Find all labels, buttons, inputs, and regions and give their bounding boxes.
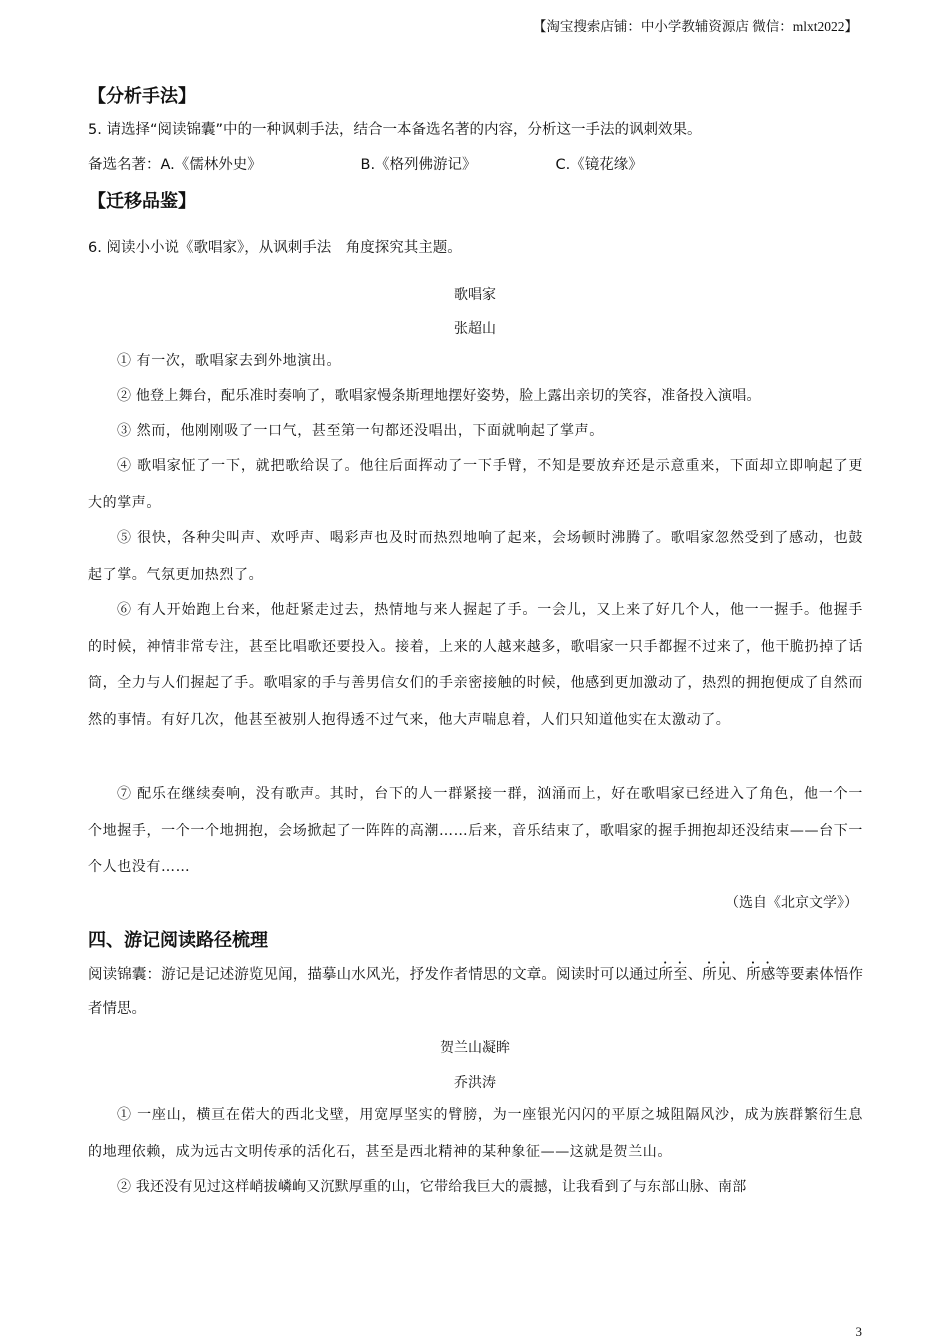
option-b: B.《格列佛游记》 [360,157,477,173]
story1-source: （选自《北京文学》） [725,895,858,911]
heading-analysis: 【分析手法】 [88,86,196,107]
story2-title: 贺兰山凝眸 [440,1040,510,1056]
guide-dot-suozhi: 所至 [658,967,688,983]
header-watermark: 【淘宝搜索店铺：中小学教辅资源店 微信：mlxt2022】 [532,19,858,34]
story1-paragraph-3: ③ 然而，他刚刚吸了一口气，甚至第一句都还没唱出，下面就响起了掌声。 [117,423,604,439]
guide-text-a: 阅读锦囊：游记是记述游览见闻，描摹山水风光，抒发作者情思的文章。阅读时可以通过 [88,967,659,983]
heading-section-4: 四、游记阅读路径梳理 [88,930,268,951]
guide-text-b: 等要素体悟作者情思。 [88,967,863,1017]
story1-author: 张超山 [454,321,496,337]
story1-paragraph-1: ① 有一次，歌唱家去到外地演出。 [117,353,342,369]
book-options [88,153,643,174]
option-a: A.《儒林外史》 [160,157,262,173]
story1-paragraph-7: ⑦ 配乐在继续奏响，没有歌声。其时，台下的人一群紧接一群，汹涌而上，好在歌唱家已经进入了角色，他一个一个地握手，一个一个地拥抱，会场掀起了一阵阵的高潮……后来，音乐结束了，歌唱家的握手拥抱却还没结束——台下一个人也没有…… [88,786,863,876]
page-number: 3 [855,1324,862,1339]
story1-paragraph-4: ④ 歌唱家怔了一下，就把歌给误了。他往后面挥动了一下手臂，不知是要放弃还是示意重来，下面却立即响起了更大的掌声。 [88,458,863,511]
guide-dot-suojian: 所见 [702,967,732,983]
question-5: 5. 请选择“阅读锦囊”中的一种讽刺手法，结合一本备选名著的内容，分析这一手法的讽刺效果。 [88,122,702,138]
story1-paragraph-2: ② 他登上舞台，配乐准时奏响了，歌唱家慢条斯理地摆好姿势，脸上露出亲切的笑容，准备投入演唱。 [117,388,761,404]
story2-paragraph-2: ② 我还没有见过这样峭拔嶙峋又沉默厚重的山，它带给我巨大的震撼，让我看到了与东部山脉、南部 [117,1179,747,1195]
story1-paragraph-6: ⑥ 有人开始跑上台来，他赶紧走过去，热情地与来人握起了手。一会儿，又上来了好几个人，他一一握手。他握手的时候，神情非常专注，甚至比唱歌还要投入。接着，上来的人越来越多，歌唱家一只手都握不过来了，他干脆扔掉了话筒，全力与人们握起了手。歌唱家的手与善男信女们的手亲密接触的时候，他感到更加激动了，热烈的拥抱便成了自然而然的事情。有好几次，他甚至被别人抱得透不过气来，他大声喘息着，人们只知道他实在太激动了。 [88,602,863,728]
story2-paragraph-1: ① 一座山，横亘在偌大的西北戈壁，用宽厚坚实的臂膀，为一座银光闪闪的平原之城阻隔风沙，成为族群繁衍生息的地理依赖，成为远古文明传承的活化石，甚至是西北精神的某种象征——这就是贺兰山。 [88,1107,863,1160]
guide-sep-2: 、 [731,967,747,983]
story1-title: 歌唱家 [454,287,496,303]
reading-guide [88,958,863,1026]
story2-author: 乔洪涛 [454,1075,496,1091]
options-label: 备选名著： [88,157,161,173]
question-6: 6. 阅读小小说《歌唱家》，从讽刺手法 角度探究其主题。 [88,240,462,256]
guide-sep-1: 、 [687,967,703,983]
option-c: C.《镜花缘》 [555,157,643,173]
guide-dot-suogan: 所感 [746,967,776,983]
heading-transfer: 【迁移品鉴】 [88,191,196,212]
story1-paragraph-5: ⑤ 很快，各种尖叫声、欢呼声、喝彩声也及时而热烈地响了起来，会场顿时沸腾了。歌唱家忽然受到了感动，也鼓起了掌。气氛更加热烈了。 [88,530,863,583]
